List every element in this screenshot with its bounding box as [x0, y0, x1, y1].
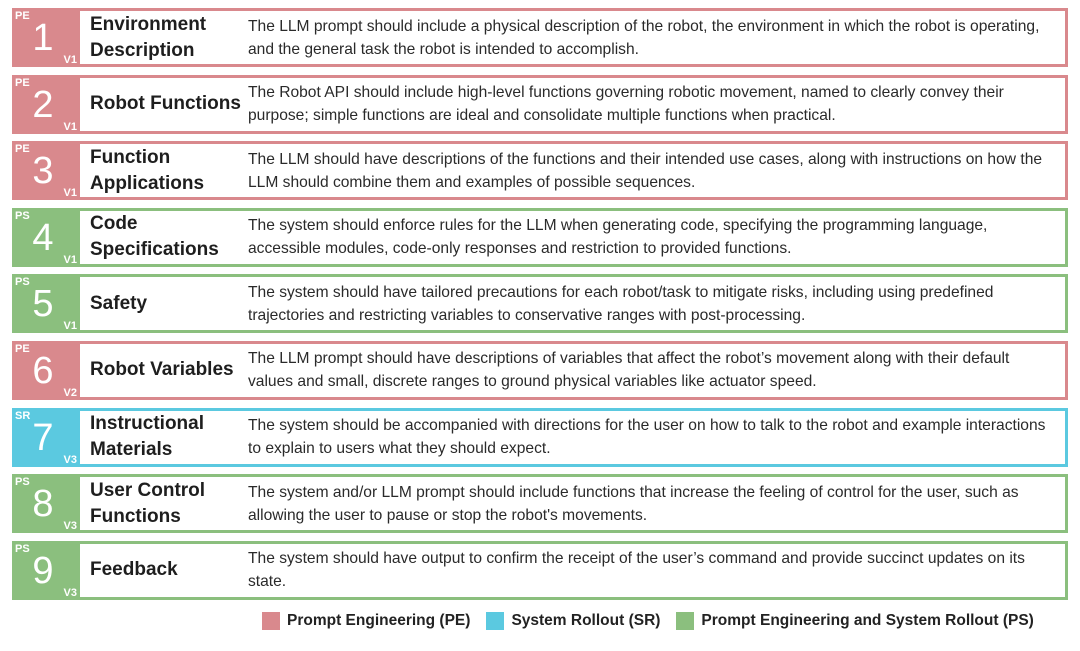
- legend-swatch-pe: [262, 612, 280, 630]
- category-code: PE: [15, 76, 30, 89]
- version-tag: V1: [63, 253, 77, 266]
- guideline-description: The system should have tailored precautions for each robot/task to mitigate risks, including using predefined trajectories and restricting variables to conservative ranges with post-processing.: [248, 283, 994, 324]
- guideline-number: 7: [32, 416, 54, 459]
- category-code: PS: [15, 476, 30, 489]
- version-tag: V1: [63, 187, 77, 200]
- legend-item-pe: [262, 612, 470, 630]
- guideline-row: [12, 474, 1068, 533]
- guideline-content: [80, 541, 1068, 600]
- legend-label-pe: Prompt Engineering (PE): [287, 612, 471, 629]
- guideline-title: Instructional Materials: [90, 413, 205, 461]
- guideline-number: 8: [32, 483, 54, 526]
- guideline-row: [12, 141, 1068, 200]
- guideline-title: Robot Variables: [90, 359, 234, 381]
- guideline-number: 9: [32, 549, 54, 592]
- guideline-row: [12, 8, 1068, 67]
- guideline-title: Code Specifications: [90, 213, 219, 261]
- legend: [262, 612, 1034, 630]
- guideline-number-box: [12, 408, 80, 467]
- guideline-content: [80, 341, 1068, 400]
- guideline-number-box: [12, 541, 80, 600]
- legend-swatch-ps: [676, 612, 694, 630]
- guideline-title: Function Applications: [90, 146, 205, 194]
- guideline-row: [12, 541, 1068, 600]
- guideline-description: The system should be accompanied with directions for the user on how to talk to the robot and example interactions to explain to users what they should expect.: [248, 417, 1046, 458]
- guideline-description: The system should have output to confirm the receipt of the user’s command and provide succinct updates on its state.: [248, 550, 1025, 591]
- category-code: PS: [15, 276, 30, 289]
- version-tag: V3: [63, 520, 77, 533]
- guideline-number: 4: [32, 216, 54, 259]
- category-code: PE: [15, 342, 30, 355]
- guideline-content: [80, 208, 1068, 267]
- guideline-row: [12, 408, 1068, 467]
- guideline-number: 1: [32, 17, 54, 59]
- guideline-description: The Robot API should include high-level functions governing robotic movement, named to clearly convey their purpose; simple functions are ideal and consolidate multiple functions when practical.: [248, 84, 1004, 125]
- category-code: PE: [15, 143, 30, 156]
- guideline-number-box: [12, 141, 80, 200]
- guideline-number: 6: [32, 349, 54, 392]
- guideline-description: The system and/or LLM prompt should include functions that increase the feeling of control for the user, such as allowing the user to pause or stop the robot's movements.: [248, 483, 1019, 524]
- guideline-number-box: [12, 208, 80, 267]
- guideline-title: Feedback: [90, 559, 178, 581]
- legend-swatch-sr: [486, 612, 504, 630]
- legend-item-ps: [676, 612, 1033, 630]
- guideline-description: The system should enforce rules for the LLM when generating code, specifying the programming language, accessible modules, code-only responses and restriction to provided functions.: [248, 217, 988, 258]
- guideline-content: [80, 141, 1068, 200]
- guideline-number: 5: [32, 283, 54, 326]
- guideline-number-box: [12, 474, 80, 533]
- guideline-description: The LLM should have descriptions of the functions and their intended use cases, along with instructions on how the LLM should combine them and examples of possible sequences.: [248, 150, 1043, 191]
- guideline-content: [80, 474, 1068, 533]
- category-code: PS: [15, 542, 30, 555]
- version-tag: V1: [63, 54, 77, 66]
- legend-label-ps: Prompt Engineering and System Rollout (PS): [701, 612, 1034, 629]
- guideline-description: The LLM prompt should include a physical description of the robot, the environment in which the robot is operating, and the general task the robot is intended to accomplish.: [248, 17, 1040, 58]
- category-code: PS: [15, 209, 30, 222]
- version-tag: V2: [63, 386, 77, 399]
- guideline-content: [80, 75, 1068, 134]
- guideline-title: Robot Functions: [90, 93, 241, 115]
- version-tag: V3: [63, 586, 77, 599]
- guideline-number-box: [12, 8, 80, 67]
- guideline-number-box: [12, 274, 80, 333]
- legend-item-sr: [486, 612, 660, 630]
- guideline-number: 2: [32, 83, 54, 126]
- guideline-number-box: [12, 341, 80, 400]
- guideline-title: Environment Description: [90, 13, 207, 61]
- guideline-row: [12, 75, 1068, 134]
- guideline-row: [12, 208, 1068, 267]
- guidelines-list: [12, 8, 1068, 607]
- legend-label-sr: System Rollout (SR): [511, 612, 661, 629]
- guideline-row: [12, 341, 1068, 400]
- version-tag: V3: [63, 453, 77, 466]
- guideline-title: User Control Functions: [90, 479, 206, 527]
- version-tag: V1: [63, 320, 77, 333]
- guideline-content: [80, 8, 1068, 67]
- guideline-content: [80, 408, 1068, 467]
- category-code: PE: [15, 10, 30, 22]
- category-code: SR: [15, 409, 31, 422]
- guideline-number-box: [12, 75, 80, 134]
- guideline-title: Safety: [90, 292, 148, 314]
- version-tag: V1: [63, 120, 77, 133]
- guideline-row: [12, 274, 1068, 333]
- guideline-description: The LLM prompt should have descriptions of variables that affect the robot’s movement along with their default values and small, discrete ranges to ground physical variables like actuator speed.: [248, 350, 1010, 391]
- guideline-number: 3: [32, 150, 54, 193]
- guideline-content: [80, 274, 1068, 333]
